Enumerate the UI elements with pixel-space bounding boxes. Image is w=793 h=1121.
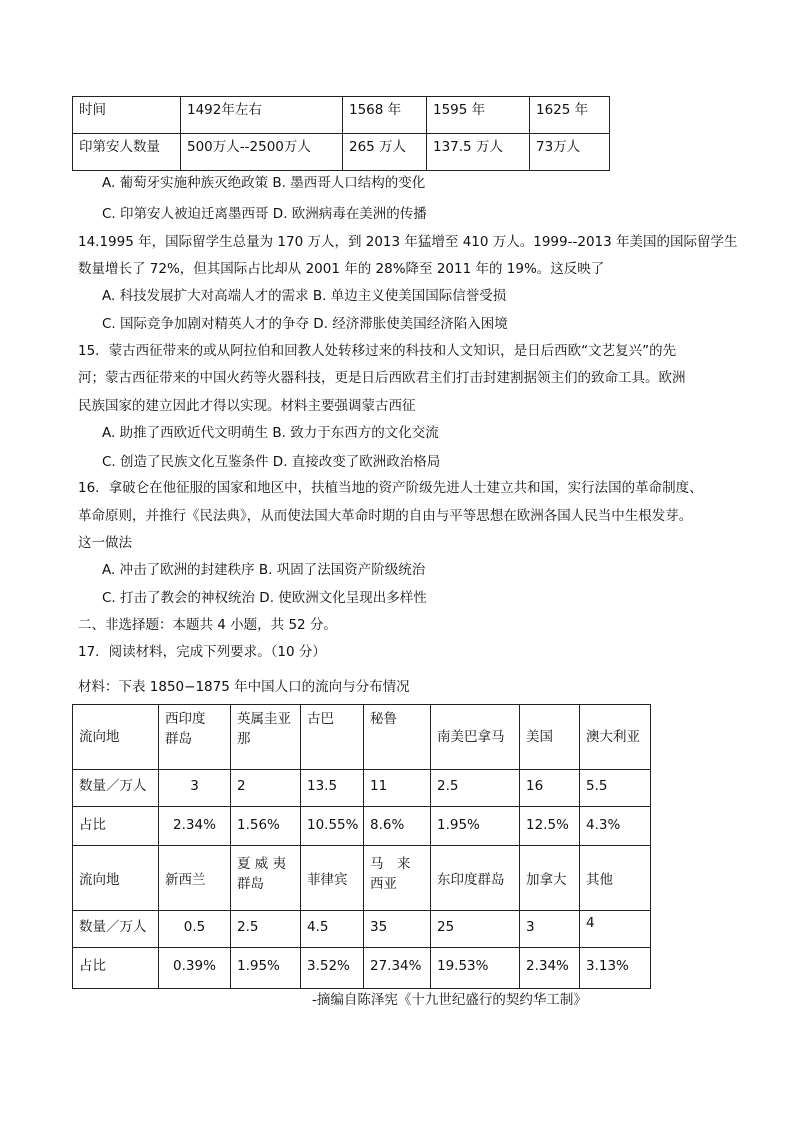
table-cell: 3.13% [580, 948, 651, 989]
table-cell: 3 [520, 911, 580, 948]
table-cell: 2.5 [231, 911, 301, 948]
table-cell: 0.5 [159, 911, 231, 948]
table-cell: 占比 [73, 807, 159, 846]
table-cell: 印第安人数量 [73, 134, 181, 171]
cell-text: 流向地 [79, 872, 120, 888]
table-cell [520, 846, 580, 911]
q16-stem-line1: 16．拿破仑在他征服的国家和地区中，扶植当地的资产阶级先进人士建立共和国，实行法国的革命制度、 [78, 480, 703, 496]
cell-text: 西印度 群岛 [165, 711, 206, 747]
table-cell: 占比 [73, 948, 159, 989]
cell-text: 新西兰 [165, 872, 206, 888]
cell-text: 南美巴拿马 [437, 729, 505, 745]
source-citation: -摘编自陈泽宪《十九世纪盛行的契约华工制》 [312, 992, 587, 1008]
table-cell [73, 705, 159, 770]
table-row [73, 97, 610, 134]
table-cell: 数量／万人 [73, 911, 159, 948]
q15-stem-line2: 河；蒙古西征带来的中国火药等火器科技，更是日后西欧君主们打击封建割据领主们的致命工具。欧洲 [78, 370, 686, 386]
table-cell: 25 [431, 911, 520, 948]
cell-text: 菲律宾 [307, 872, 348, 888]
q16-stem-line3: 这一做法 [78, 535, 132, 551]
table-row [73, 770, 651, 807]
table-row [73, 134, 610, 171]
material-intro: 材料：下表 1850−1875 年中国人口的流向与分布情况 [78, 679, 410, 695]
q15-stem-line3: 民族国家的建立因此才得以实现。材料主要强调蒙古西征 [78, 398, 416, 414]
table-cell [73, 846, 159, 911]
q14-options-cd: C. 国际竞争加剧对精英人才的争夺 D. 经济滞胀使美国经济陷入困境 [102, 316, 508, 332]
table-cell [364, 705, 431, 770]
table-cell: 时间 [73, 97, 181, 134]
table-cell: 2.5 [431, 770, 520, 807]
table-cell [159, 846, 231, 911]
chinese-migration-table [72, 704, 651, 989]
table-cell: 2.34% [159, 807, 231, 846]
cell-text: 澳大利亚 [586, 729, 640, 745]
table-cell: 1568 年 [343, 97, 427, 134]
q13-options-cd: C. 印第安人被迫迁离墨西哥 D. 欧洲病毒在美洲的传播 [102, 206, 427, 222]
table-cell: 19.53% [431, 948, 520, 989]
table-cell: 27.34% [364, 948, 431, 989]
table-cell [431, 846, 520, 911]
cell-text: 古巴 [307, 711, 334, 727]
table-cell: 1.95% [231, 948, 301, 989]
table-cell: 4.3% [580, 807, 651, 846]
table-cell: 1492年左右 [181, 97, 343, 134]
table-cell: 1595 年 [427, 97, 530, 134]
table-cell [301, 846, 364, 911]
cell-text: 东印度群岛 [437, 872, 505, 888]
table-cell: 73万人 [530, 134, 610, 171]
table-cell: 1.56% [231, 807, 301, 846]
table-cell: 35 [364, 911, 431, 948]
q13-options-ab: A. 葡萄牙实施种族灭绝政策 B. 墨西哥人口结构的变化 [102, 175, 426, 191]
table-cell: 4 [580, 911, 651, 948]
table-cell [580, 705, 651, 770]
cell-text: 秘鲁 [370, 711, 397, 727]
q15-options-cd: C. 创造了民族文化互鉴条件 D. 直接改变了欧洲政治格局 [102, 454, 441, 470]
cell-text: 加拿大 [526, 872, 567, 888]
cell-text: 马 来 西亚 [370, 856, 411, 892]
q16-options-cd: C. 打击了教会的神权统治 D. 使欧洲文化呈现出多样性 [102, 590, 427, 606]
q15-stem-line1: 15．蒙古西征带来的或从阿拉伯和回教人处转移过来的科技和人文知识，是日后西欧“文艺复兴”的先 [78, 343, 677, 359]
table-cell: 数量／万人 [73, 770, 159, 807]
table-cell: 16 [520, 770, 580, 807]
q16-stem-line2: 革命原则，并推行《民法典》，从而使法国大革命时期的自由与平等思想在欧洲各国人民当中生根发芽。 [78, 508, 693, 524]
cell-text: 流向地 [79, 729, 120, 745]
q17-heading: 17．阅读材料，完成下列要求。（10 分） [78, 644, 326, 660]
cell-text: 其他 [586, 872, 613, 888]
table-cell: 8.6% [364, 807, 431, 846]
table-cell: 3.52% [301, 948, 364, 989]
table-cell: 265 万人 [343, 134, 427, 171]
table-row [73, 846, 651, 911]
indigenous-population-table [72, 96, 610, 171]
cell-text: 夏 威 夷 群岛 [237, 856, 287, 892]
table-row [73, 911, 651, 948]
table-cell: 0.39% [159, 948, 231, 989]
table-cell [301, 705, 364, 770]
table-cell: 4.5 [301, 911, 364, 948]
table-cell: 2.34% [520, 948, 580, 989]
table-cell: 10.55% [301, 807, 364, 846]
cell-text: 英属圭亚 那 [237, 711, 291, 747]
table-cell: 137.5 万人 [427, 134, 530, 171]
table-cell: 12.5% [520, 807, 580, 846]
table-cell: 13.5 [301, 770, 364, 807]
q14-stem-line2: 数量增长了 72%，但其国际占比却从 2001 年的 28%降至 2011 年的 19%。这反映了 [78, 261, 605, 277]
q15-options-ab: A. 助推了西欧近代文明萌生 B. 致力于东西方的文化交流 [102, 425, 439, 441]
table-cell: 2 [231, 770, 301, 807]
table-cell: 11 [364, 770, 431, 807]
table-cell [231, 705, 301, 770]
table-row [73, 705, 651, 770]
table-cell: 500万人--2500万人 [181, 134, 343, 171]
table-cell [520, 705, 580, 770]
table-cell [231, 846, 301, 911]
table-cell: 3 [159, 770, 231, 807]
table-cell: 1625 年 [530, 97, 610, 134]
cell-text: 美国 [526, 729, 553, 745]
q16-options-ab: A. 冲击了欧洲的封建秩序 B. 巩固了法国资产阶级统治 [102, 562, 426, 578]
table-row [73, 807, 651, 846]
table-cell [159, 705, 231, 770]
q14-options-ab: A. 科技发展扩大对高端人才的需求 B. 单边主义使美国国际信誉受损 [102, 288, 507, 304]
table-cell: 5.5 [580, 770, 651, 807]
q14-stem-line1: 14.1995 年，国际留学生总量为 170 万人，到 2013 年猛增至 410 万人。1999--2013 年美国的国际留学生 [78, 234, 738, 250]
table-cell: 1.95% [431, 807, 520, 846]
table-row [73, 948, 651, 989]
table-cell [580, 846, 651, 911]
table-cell [364, 846, 431, 911]
section-heading: 二、非选择题：本题共 4 小题，共 52 分。 [78, 617, 337, 633]
table-cell [431, 705, 520, 770]
